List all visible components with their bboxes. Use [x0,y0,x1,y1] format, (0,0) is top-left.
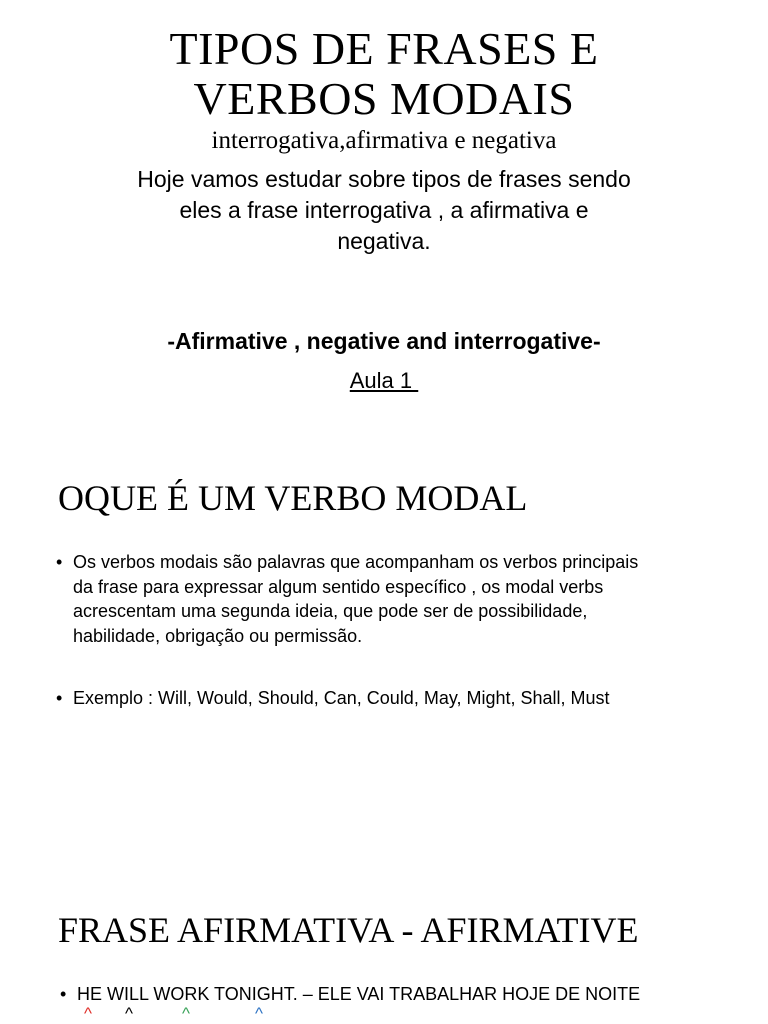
slide-title [0,24,768,124]
lesson-label-text: Aula 1 [349,368,419,393]
bullet-item-definition [56,550,716,648]
intro-line: negativa. [337,228,431,254]
intro-line: Hoje vamos estudar sobre tipos de frases sendo [137,166,631,192]
slide-3 [0,880,768,1024]
caret-marker: ^ [125,1004,133,1023]
slide-title-line: TIPOS DE FRASES E [169,23,599,74]
caret-markers [0,1004,768,1024]
intro-paragraph [84,164,684,257]
caret-marker: ^ [84,1004,92,1023]
lesson-label [0,366,768,396]
section-title: OQUE É UM VERBO MODAL [58,478,528,518]
slide-subtitle: interrogativa,afirmativa e negativa [211,127,557,154]
caret-marker: ^ [182,1004,190,1023]
slide-title-line: VERBOS MODAIS [193,73,575,124]
bullet-item-examples [56,686,716,711]
bullet-list [60,982,720,1007]
topic-heading: -Afirmative , negative and interrogative- [167,328,601,354]
bullet-icon: • [56,688,63,708]
bullet-item-example-sentence [60,982,720,1007]
bullet-line: HE WILL WORK TONIGHT. – ELE VAI TRABALHAR HOJE DE NOITE [77,984,641,1004]
bullet-icon: • [56,552,63,572]
bullet-line: Os verbos modais são palavras que acompanham os verbos principais [73,552,639,572]
bullet-line: habilidade, obrigação ou permissão. [73,625,363,646]
bullet-icon: • [60,984,67,1004]
bullet-line: acrescentam uma segunda ideia, que pode ser de possibilidade, [73,601,588,621]
caret-marker: ^ [255,1004,263,1023]
bullet-line: da frase para expressar algum sentido específico , os modal verbs [73,576,604,597]
bullet-list [56,550,716,648]
slide-2 [0,440,768,880]
section-title: FRASE AFIRMATIVA - AFIRMATIVE [58,910,639,950]
intro-line: eles a frase interrogativa , a afirmativa e [179,197,589,223]
bullet-list [56,686,716,711]
bullet-line: Exemplo : Will, Would, Should, Can, Could, May, Might, Shall, Must [73,688,610,708]
slide-1 [0,0,768,440]
